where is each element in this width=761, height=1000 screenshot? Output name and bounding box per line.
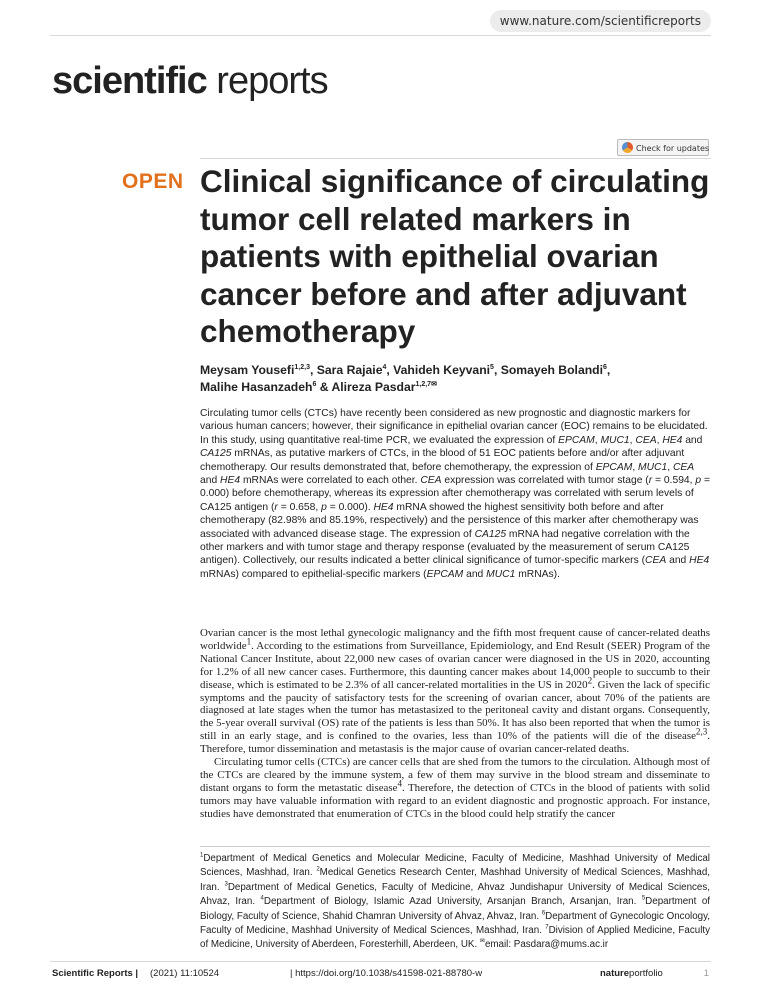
abstract-text: Circulating tumor cells (CTCs) have recently been considered as new prognostic and diagnostic markers for various human cancers; however, their significance in epithelial ovarian cancer (EOC) remains to be elucidated. In this study, using quantitative real-time PCR, we evaluated the expression of bbox=[200, 408, 708, 446]
gene-name: MUC1 bbox=[600, 434, 630, 446]
affiliation-text: Department of Medical Genetics and Molecular Medicine, Faculty of Medicine, Mashhad University of Medical Sciences, Mashhad, Iran. bbox=[200, 853, 710, 879]
abstract-text: and bbox=[200, 475, 221, 487]
abstract-text: = 0.658, bbox=[277, 501, 322, 513]
gene-name: EPCAM bbox=[426, 568, 464, 580]
header-divider bbox=[50, 35, 711, 36]
gene-name: HE4 bbox=[220, 475, 241, 487]
footer-divider bbox=[50, 961, 711, 962]
affiliation-number: 3 bbox=[224, 881, 228, 888]
footer-doi-link[interactable]: | https://doi.org/10.1038/s41598-021-88780-w bbox=[290, 968, 483, 979]
body-paragraph bbox=[200, 756, 710, 821]
abstract-text: mRNA showed the highest sensitivity both before and after chemotherapy (82.98% and 85.19%, respectively) and the persistence of this marker after chemotherapy was associated with advanced disease stage. The expression of bbox=[200, 501, 699, 540]
affiliation-text: Department of Biology, Faculty of Science, Shahid Chamran University of Ahvaz, Ahvaz, Iran. bbox=[200, 896, 711, 922]
affiliation-number: 7 bbox=[545, 924, 549, 931]
abstract-text: and bbox=[666, 555, 690, 567]
gene-name: CEA bbox=[672, 461, 695, 473]
stat-symbol: r bbox=[274, 501, 278, 513]
abstract-text: and bbox=[463, 568, 487, 580]
correspondence-email[interactable]: email: Pasdara@mums.ac.ir bbox=[484, 939, 609, 951]
affiliation-number: 2 bbox=[316, 867, 320, 874]
gene-name: EPCAM bbox=[595, 461, 633, 473]
affiliation-text: Department of Biology, Islamic Azad University, Arsanjan Branch, Arsanjan, Iran. bbox=[263, 896, 642, 908]
gene-name: CEA bbox=[645, 555, 667, 567]
abstract bbox=[200, 407, 710, 581]
body-text: . Given the lack of specific symptoms and the paucity of satisfactory tests for the screening of ovarian cancer, about 70% of the patients are diagnosed at late stages when the tumor has metastasized to the peritoneal cavity and distant organs. Consequently, the 5-year overall survival (OS) rate of the patients is less than 50%. It has also been reported that when the tumor is still in an early stage, and is confined to the ovaries, less than 10% of the patients will die of the disease bbox=[200, 678, 710, 743]
gene-name: CEA bbox=[420, 475, 442, 487]
author-name[interactable]: Sara Rajaie bbox=[316, 363, 383, 377]
abstract-text: = 0.000). bbox=[326, 501, 374, 513]
citation-ref[interactable]: 2,3 bbox=[695, 726, 708, 737]
author-name[interactable]: Somayeh Bolandi bbox=[500, 363, 603, 377]
footer-citation: (2021) 11:10524 bbox=[150, 968, 220, 979]
correspondence-envelope-icon[interactable]: ✉ bbox=[431, 380, 437, 388]
journal-logo bbox=[52, 60, 328, 103]
abstract-text: and bbox=[682, 434, 703, 446]
stat-symbol: p bbox=[321, 501, 327, 513]
page-number: 1 bbox=[703, 968, 709, 979]
abstract-text: mRNAs) compared to epithelial-specific markers ( bbox=[200, 568, 427, 580]
footer-journal-name: Scientific Reports | bbox=[52, 968, 139, 979]
logo-light-text: reports bbox=[216, 60, 328, 102]
brand-light-text: portfolio bbox=[629, 968, 663, 979]
body-text: Ovarian cancer is the most lethal gynecologic malignancy and the fifth most frequent cause of cancer-related deaths worldwide bbox=[200, 627, 710, 652]
journal-url[interactable]: www.nature.com/scientificreports bbox=[490, 10, 711, 32]
abstract-text: , bbox=[594, 434, 601, 446]
abstract-text: mRNA had negative correlation with the other markers and with tumor stage and therapy response (evaluated by the measurement of serum CA125 antigen). Collectively, our results indicated a better clinical significance of tumor-specific markers ( bbox=[200, 528, 690, 567]
abstract-text: = 0.000) before chemotherapy, whereas its expression after chemotherapy was correlated with serum levels of CA125 antigen ( bbox=[200, 475, 710, 513]
gene-name: CA125 bbox=[200, 448, 232, 460]
author-name[interactable]: Vahideh Keyvani bbox=[393, 363, 491, 377]
abstract-text: , bbox=[656, 434, 663, 446]
author-name[interactable]: Meysam Yousefi bbox=[200, 363, 295, 377]
body-text: . Therefore, tumor dissemination and metastasis is the major cause of ovarian cancer-related deaths. bbox=[200, 730, 710, 756]
abstract-text: mRNAs, as putative markers of CTCs, in the blood of 51 EOC patients before and/or after adjuvant chemotherapy. Our results demonstrated that, before chemotherapy, the expression of bbox=[200, 448, 685, 473]
citation-ref[interactable]: 1 bbox=[246, 636, 252, 647]
affiliation-text: Division of Applied Medicine, Faculty of Medicine, University of Aberdeen, Foresterhill, Aberdeen, UK. bbox=[200, 925, 710, 951]
affiliation-number: 6 bbox=[541, 910, 546, 917]
body-paragraph bbox=[200, 627, 710, 756]
gene-name: HE4 bbox=[662, 434, 683, 446]
author-affiliation-ref: 1,2,7 bbox=[415, 380, 432, 388]
citation-ref[interactable]: 4 bbox=[397, 778, 402, 789]
abstract-text: mRNAs were correlated to each other. bbox=[240, 475, 421, 487]
author-affiliation-ref: 6 bbox=[603, 363, 607, 371]
article-title: Clinical significance of circulating tumor cell related markers in patients with epithelial ovarian cancer before and after adjuvant chemotherapy bbox=[200, 163, 710, 349]
author-name[interactable]: Alireza Pasdar bbox=[331, 380, 416, 394]
gene-name: HE4 bbox=[689, 555, 710, 567]
check-for-updates-button[interactable] bbox=[617, 139, 709, 156]
open-access-label: OPEN bbox=[122, 170, 184, 193]
body-text: Circulating tumor cells (CTCs) are cancer cells that are shed from the tumors to the circulation. Although most of the CTCs are cleared by the immune system, a few of them may survive in the blood stream and disseminate to distant organs to form the metastatic disease bbox=[200, 756, 710, 794]
page-footer bbox=[52, 967, 711, 981]
title-divider bbox=[200, 158, 711, 159]
author-affiliation-ref: 6 bbox=[312, 380, 317, 388]
abstract-text: , bbox=[667, 461, 673, 473]
affiliations-divider bbox=[200, 846, 710, 847]
affiliation-text: Medical Genetics Research Center, Mashhad University of Medical Sciences, Mashhad, Iran. bbox=[200, 867, 710, 893]
main-body bbox=[200, 627, 710, 821]
crossmark-icon bbox=[622, 142, 633, 153]
author-name[interactable]: Malihe Hasanzadeh bbox=[200, 380, 313, 394]
nature-portfolio-logo bbox=[600, 967, 663, 981]
abstract-text: = 0.594, bbox=[652, 475, 696, 487]
affiliations bbox=[200, 852, 710, 953]
affiliation-number: 4 bbox=[260, 895, 264, 902]
body-text: . According to the estimations from Surveillance, Epidemiology, and End Result (SEER) Program of the National Cancer Institute, about 22,000 new cases of ovarian cancer were diagnosed in the US in 2020, accounting for 1.2% of all new cancer cases. Furthermore, this daunting cancer makes about 14,000 people to succumb to their disease, which is estimated to be 2.3% of all cancer-related mortalities in the US in 2020 bbox=[200, 639, 710, 691]
affiliation-number: 5 bbox=[641, 895, 646, 902]
gene-name: CA125 bbox=[474, 528, 507, 540]
gene-name: HE4 bbox=[373, 501, 394, 513]
gene-name: MUC1 bbox=[638, 461, 668, 473]
author-list: Meysam Yousefi$^{1,2,3}$, Sara Rajaie$^4$, Vahideh Keyvani$^5$, Somayeh Bolandi$^6$, Malihe Hasanzadeh$^6$ & Alireza Pasdar$^{1,2,7✉}$ bbox=[200, 363, 611, 394]
body-text: . Therefore, the detection of CTCs in the blood of patients with solid tumors may have valuable information with regard to an evident diagnostic and prognostic approach. For instance, studies have demonstrated that enumeration of CTCs in the blood could help stratify the cancer bbox=[200, 781, 710, 820]
gene-name: EPCAM bbox=[558, 434, 595, 446]
gene-name: CEA bbox=[635, 434, 657, 446]
email-icon: ✉ bbox=[479, 939, 485, 946]
brand-bold-text: nature bbox=[600, 968, 630, 979]
author-affiliation-ref: 5 bbox=[490, 363, 494, 371]
abstract-text: mRNAs). bbox=[515, 568, 560, 580]
check-for-updates-label: Check for updates bbox=[636, 144, 710, 153]
citation-ref[interactable]: 2 bbox=[587, 675, 593, 685]
affiliation-number: 1 bbox=[200, 852, 204, 859]
affiliation-text: Department of Gynecologic Oncology, Faculty of Medicine, Mashhad University of Medical Sciences, Mashhad, Iran. bbox=[200, 910, 710, 937]
abstract-text: , bbox=[629, 434, 636, 446]
stat-symbol: p bbox=[695, 475, 702, 487]
logo-bold-text: scientific bbox=[52, 60, 207, 102]
stat-symbol: r bbox=[648, 475, 653, 487]
abstract-text: expression was correlated with tumor stage ( bbox=[441, 475, 649, 487]
gene-name: MUC1 bbox=[486, 568, 516, 580]
abstract-text: , bbox=[632, 461, 639, 473]
author-affiliation-ref: 1,2,3 bbox=[294, 363, 310, 371]
affiliation-text: Department of Medical Genetics, Faculty of Medicine, Ahvaz Jundishapur University of Medical Sciences, Ahvaz, Iran. bbox=[200, 881, 710, 908]
author-affiliation-ref: 4 bbox=[382, 363, 387, 371]
